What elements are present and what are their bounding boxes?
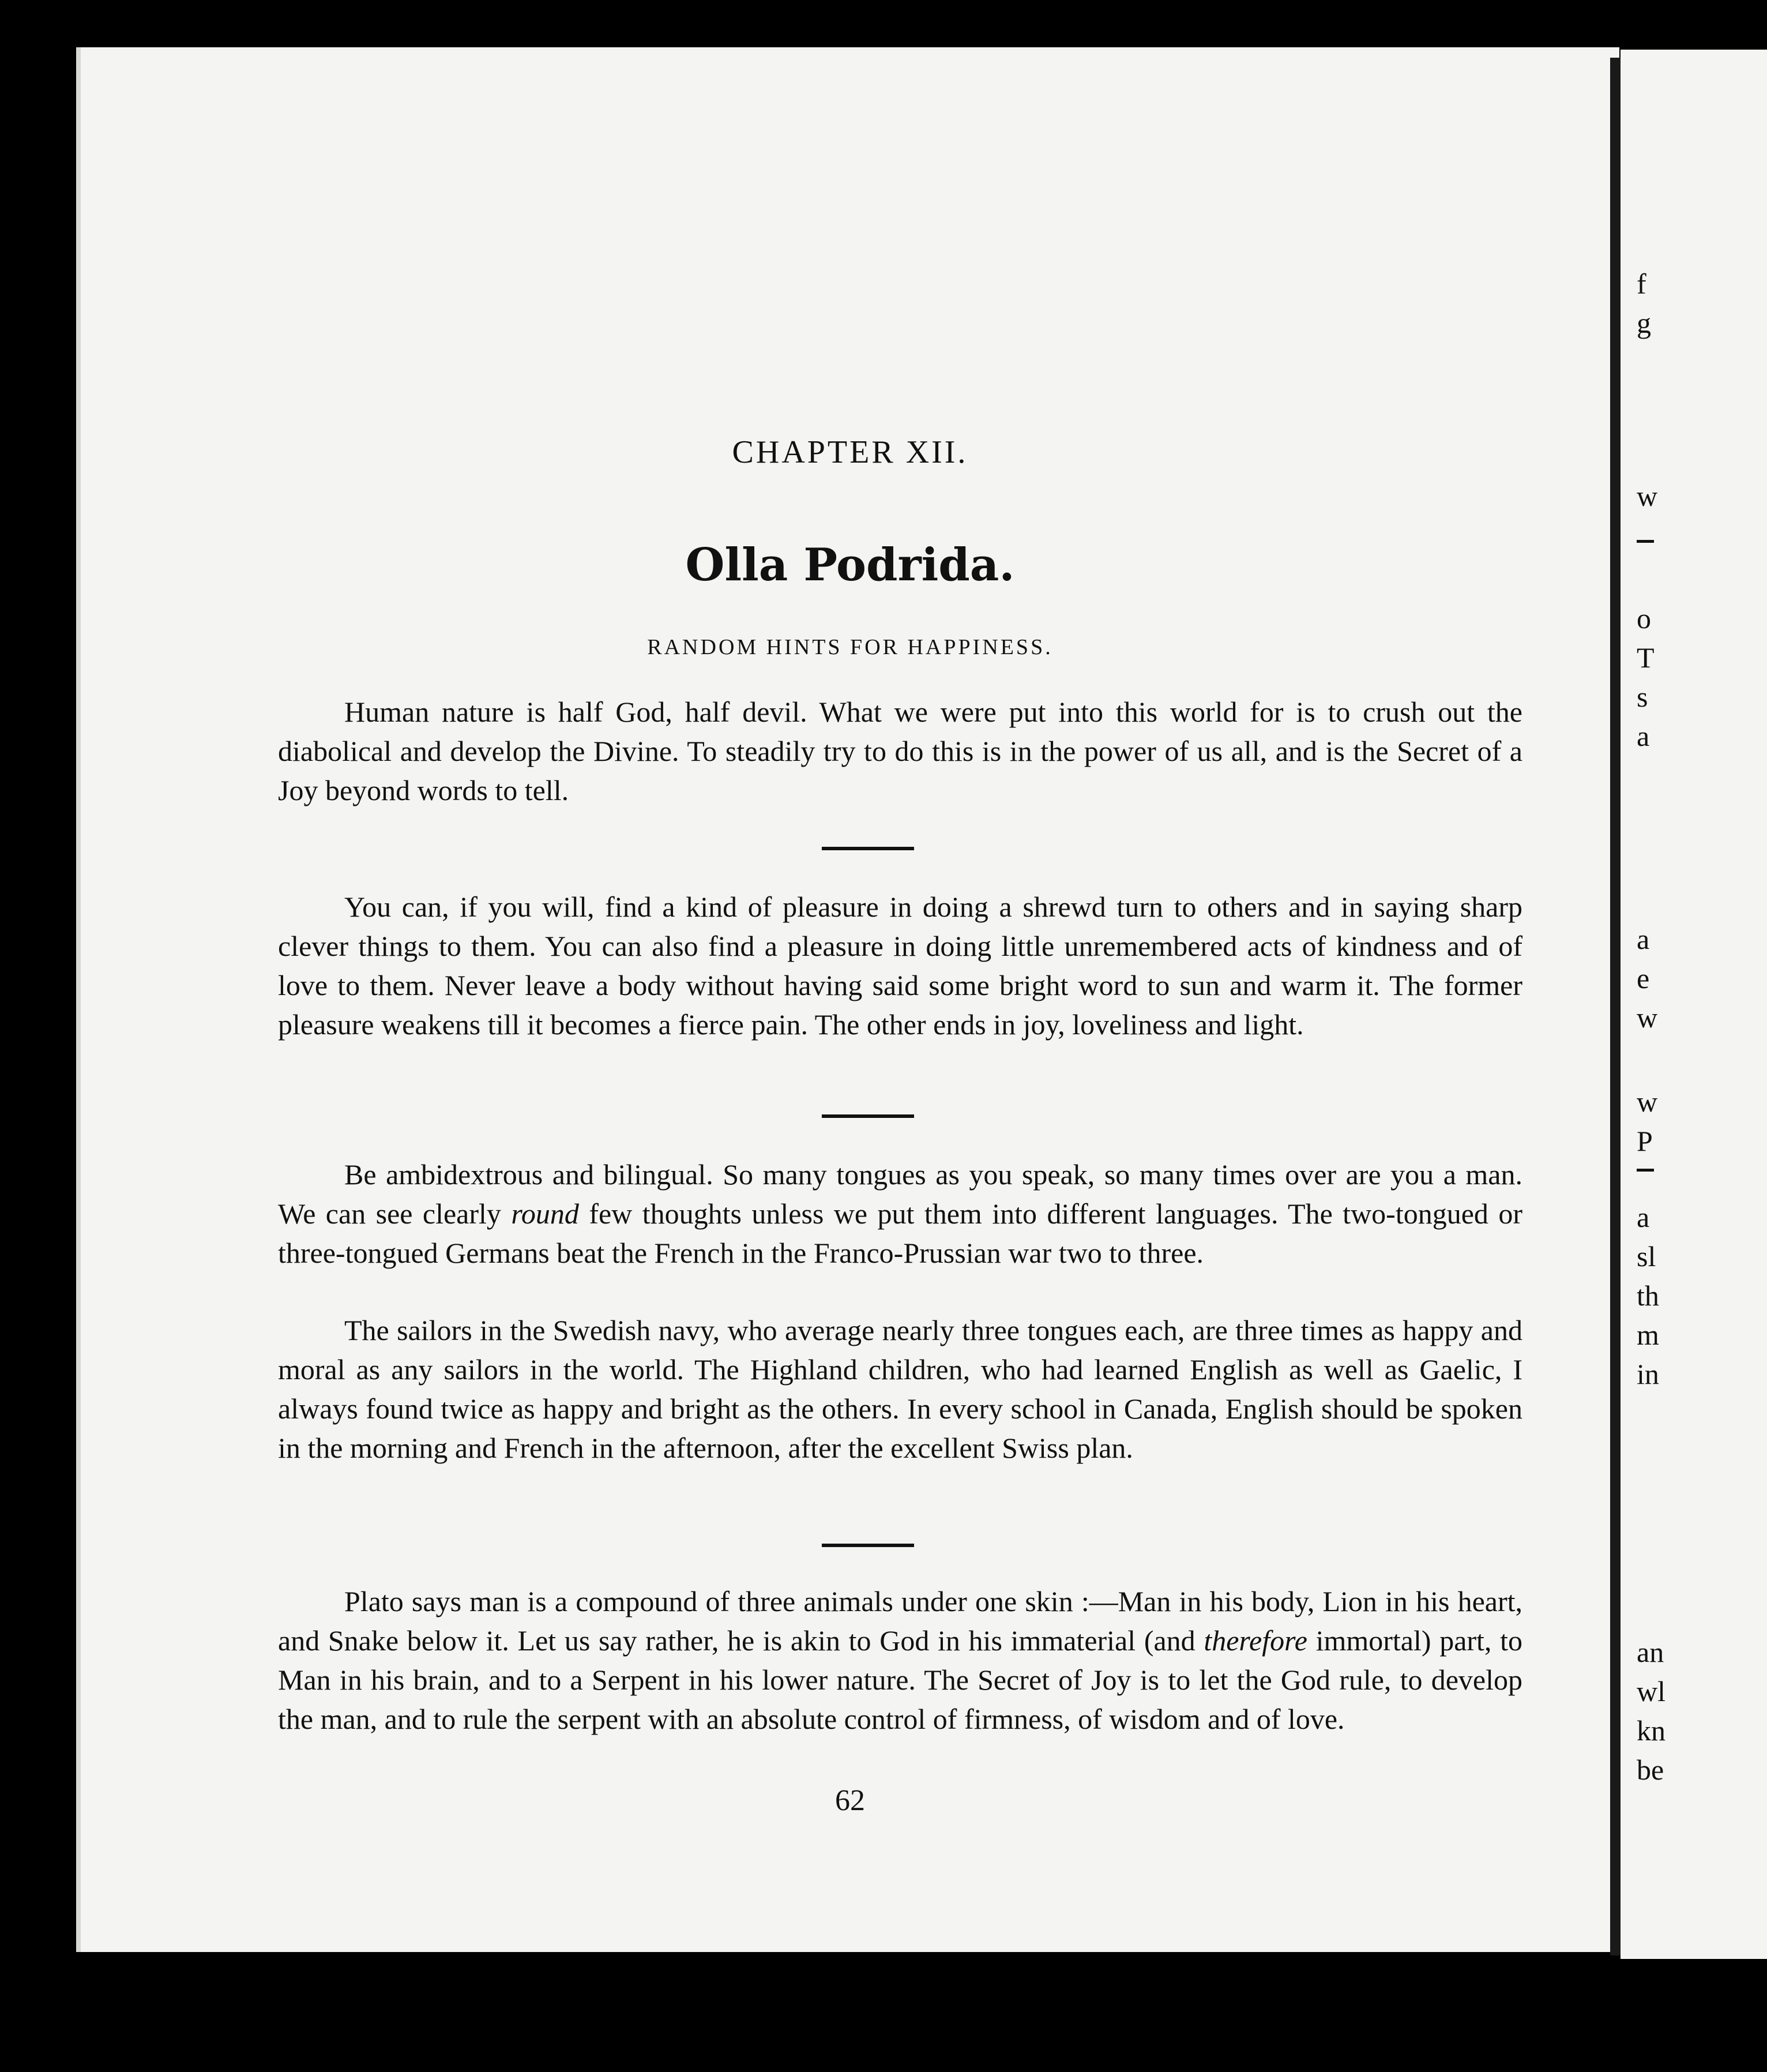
text-fragment: be [1637,1754,1664,1786]
section-divider [822,1114,914,1118]
text-fragment: s [1637,681,1648,713]
text-fragment: o [1637,602,1651,635]
text-fragment: m [1637,1319,1659,1351]
page-number: 62 [835,1784,865,1817]
paragraph-2: You can, if you will, find a kind of pleasure in doing a shrewd turn to others and in saying sharp clever things to them. You can also find a pleasure in doing little unremembered acts of kindness and of love to them. Never leave a body without having said some bright word to sun and warm it. The former pleasure weakens till it becomes a fierce pain. The other ends in joy, loveliness and light. [278,891,1522,1041]
text-fragment: kn [1637,1714,1666,1747]
text-fragment: a [1637,923,1650,955]
section-divider [822,1544,914,1547]
text-fragment: T [1637,641,1655,674]
emphasis: round [511,1198,579,1230]
text-fragment: w [1637,1086,1658,1118]
text-fragment: g [1637,307,1651,339]
paragraph-3: Be ambidextrous and bilingual. So many tongues as you speak, so many times over are you a man. We can see clearly round few thoughts unless we put them into different languages. The two-tongued or three-tongued Germans beat the French in the Franco-Prussian war two to three. [278,1158,1522,1269]
paragraph-4: The sailors in the Swedish navy, who average nearly three tongues each, are three times as happy and moral as any sailors in the world. The Highland children, who had learned English as well as Gaelic, I always found twice as happy and bright as the others. In every school in Canada, English should be spoken in the morning and French in the afternoon, after the excellent Swiss plan. [278,1314,1522,1464]
emphasis: therefore [1204,1624,1307,1657]
dash [1637,1169,1654,1172]
text-fragment: sl [1637,1240,1656,1273]
text-fragment: f [1637,268,1646,300]
text-fragment: e [1637,962,1650,994]
text-fragment: a [1637,720,1650,752]
text-fragment: w [1637,1001,1658,1034]
chapter-number: CHAPTER XII. [732,434,968,470]
paragraph-1: Human nature is half God, half devil. What we were put into this world for is to crush out the diabolical and develop the Divine. To steadily try to do this is in the power of us all, and is the Secret of a Joy beyond words to tell. [278,696,1522,806]
text-fragment: th [1637,1279,1659,1312]
dash [1637,540,1654,543]
text-fragment: an [1637,1636,1664,1668]
text-fragment: a [1637,1201,1650,1233]
text-fragment: wl [1637,1675,1666,1707]
paragraph-5: Plato says man is a compound of three animals under one skin :—Man in his body, Lion in his heart, and Snake below it. Let us say rather, he is akin to God in his immaterial (and therefore immortal) part, to Man in his brain, and to a Serpent in his lower nature. The Secret of Joy is to let the God rule, to develop the man, and to rule the serpent with an absolute control of firmness, of wisdom and of love. [278,1585,1522,1735]
text-fragment: in [1637,1358,1659,1390]
text-fragment: w [1637,480,1658,512]
text-fragment: P [1637,1125,1653,1157]
chapter-title: Olla Podrida. [685,539,1015,591]
section-divider [822,847,914,850]
subheading: RANDOM HINTS FOR HAPPINESS. [647,635,1053,659]
book-spine [1610,58,1621,1955]
right-page-edge [1621,50,1767,1959]
left-page [76,47,1619,1952]
